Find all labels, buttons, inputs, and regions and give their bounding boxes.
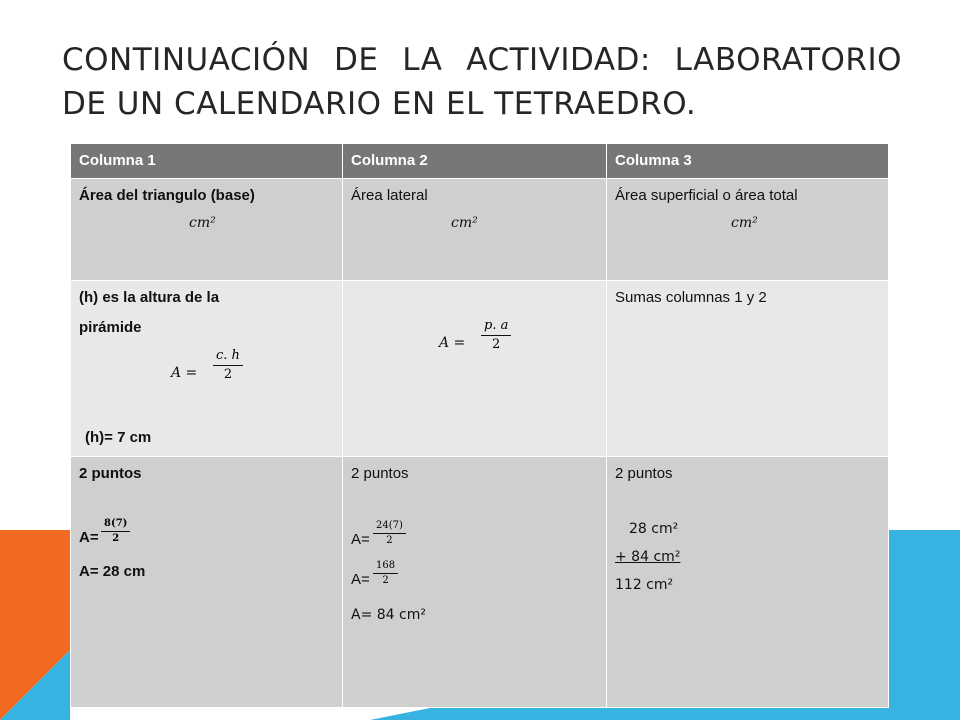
lateral-eq1-denominator: 2	[386, 535, 393, 546]
height-description-line1: (h) es la altura de la	[79, 289, 220, 306]
sum-line-1: 28 cm²	[629, 521, 679, 537]
cell-lateral-formula	[343, 281, 607, 457]
cell-base-formula	[71, 281, 343, 457]
lateral-area-label: Área lateral	[351, 187, 428, 204]
lateral-eq2-numerator: 168	[373, 559, 398, 574]
cell-base-result	[71, 457, 343, 708]
cell-total-result	[607, 457, 889, 708]
cell-base-area	[71, 179, 343, 281]
base-eq1-fraction	[101, 517, 130, 546]
base-area-unit: cm²	[189, 215, 216, 231]
cell-lateral-area	[343, 179, 607, 281]
data-table	[70, 143, 889, 708]
slide-title: CONTINUACIÓN DE LA ACTIVIDAD: LABORATORIO DE UN CALENDARIO EN EL TETRAEDRO.	[62, 42, 902, 122]
lateral-formula-denominator: 2	[492, 337, 501, 352]
blue-shape-right	[888, 530, 960, 720]
height-value: (h)= 7 cm	[85, 429, 152, 446]
height-description-line2: pirámide	[79, 319, 142, 336]
base-formula-lhs: A =	[171, 365, 198, 381]
lateral-eq2-denominator: 2	[382, 575, 389, 586]
sum-line-2: + 84 cm²	[615, 549, 681, 565]
table-header-row	[71, 144, 889, 179]
cell-sum-instruction	[607, 281, 889, 457]
lateral-eq2-lhs: A=	[351, 571, 370, 588]
sum-total: 112 cm²	[615, 577, 674, 593]
lateral-formula-lhs: A =	[439, 335, 466, 351]
table-row	[71, 457, 889, 708]
base-eq1-denominator: 2	[112, 533, 120, 544]
lateral-formula-numerator: p. a	[481, 317, 511, 336]
blue-shape-bottom	[370, 708, 888, 720]
lateral-formula-fraction	[481, 317, 511, 354]
header-column-1: Columna 1	[71, 144, 343, 179]
lateral-eq1-numerator: 24(7)	[373, 519, 406, 534]
base-formula-numerator: c. h	[213, 347, 243, 366]
base-formula-denominator: 2	[223, 367, 233, 382]
total-points: 2 puntos	[615, 465, 673, 482]
lateral-eq1-lhs: A=	[351, 531, 370, 548]
lateral-result: A= 84 cm²	[351, 607, 426, 623]
sum-instruction: Sumas columnas 1 y 2	[615, 289, 767, 306]
base-eq1-numerator: 8(7)	[101, 517, 130, 532]
header-column-3: Columna 3	[607, 144, 889, 179]
cell-total-area	[607, 179, 889, 281]
total-area-unit: cm²	[731, 215, 758, 231]
cell-lateral-result	[343, 457, 607, 708]
lateral-eq1-fraction	[373, 519, 406, 548]
lateral-area-unit: cm²	[451, 215, 478, 231]
lateral-eq2-fraction	[373, 559, 398, 588]
base-points: 2 puntos	[79, 465, 142, 482]
total-area-label: Área superficial o área total	[615, 187, 798, 204]
header-column-2: Columna 2	[343, 144, 607, 179]
base-result: A= 28 cm	[79, 563, 146, 580]
table-row	[71, 281, 889, 457]
base-eq1-lhs: A=	[79, 529, 99, 546]
base-area-label: Área del triangulo (base)	[79, 187, 255, 204]
lateral-points: 2 puntos	[351, 465, 409, 482]
table-row	[71, 179, 889, 281]
base-formula-fraction	[213, 347, 243, 384]
